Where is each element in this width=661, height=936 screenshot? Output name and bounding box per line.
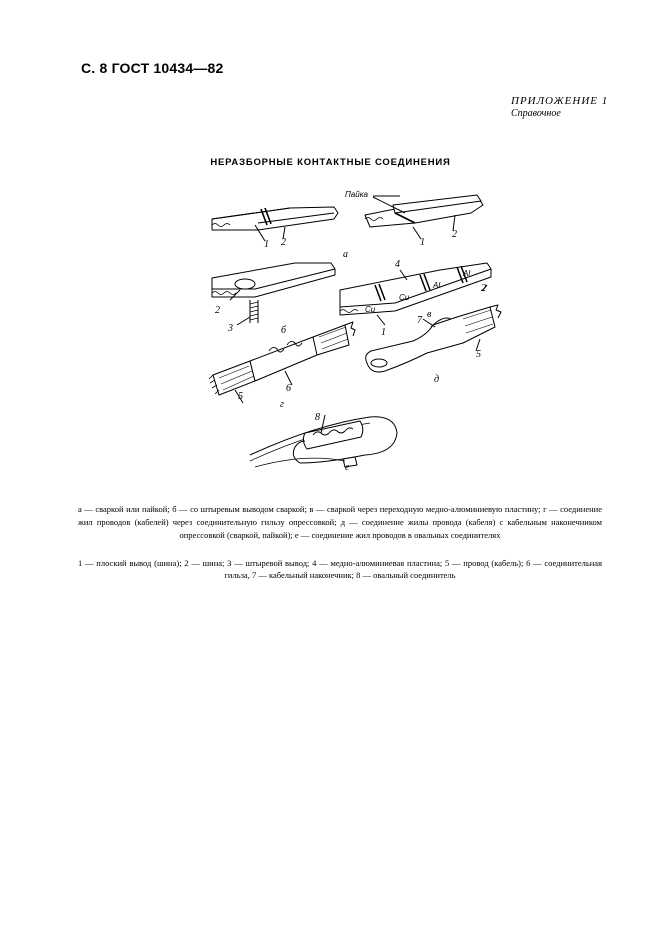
sketch-e-oval-connector — [250, 415, 397, 467]
label-1c: 1 — [381, 327, 386, 338]
label-2a: 2 — [281, 237, 286, 248]
page-header: С. 8 ГОСТ 10434—82 — [81, 60, 224, 76]
label-5b: 5 — [476, 349, 481, 360]
label-2d: 2 — [481, 283, 486, 294]
figure-legend: 1 — плоский вывод (шина); 2 — шина; 3 — штыревой вывод; 4 — медно-алюминиевая пластина; 5 — провод (кабель); 6 — соединительная гильза, 7 — кабельный наконечник; 8 — овальный соединитель — [78, 558, 602, 580]
label-a: а — [343, 249, 348, 260]
label-solder: Пайка — [345, 190, 368, 199]
appendix-subtitle: Справочное — [511, 108, 561, 119]
label-5a: 5 — [238, 391, 243, 402]
sketch-d-cable-lug — [366, 305, 501, 372]
label-g: г — [280, 399, 284, 410]
label-3: 3 — [228, 323, 233, 334]
sketch-a-welded-bars — [212, 207, 338, 241]
label-2b: 2 — [452, 229, 457, 240]
label-7: 7 — [417, 315, 422, 326]
label-al1: Al — [433, 281, 441, 290]
label-1a: 1 — [264, 239, 269, 250]
label-b: б — [281, 325, 287, 336]
appendix-block — [511, 95, 611, 119]
connections-figure — [195, 185, 525, 485]
label-v: в — [427, 309, 432, 320]
label-d: д — [434, 374, 440, 385]
label-cu1: Cu — [365, 305, 376, 314]
label-4: 4 — [395, 259, 400, 270]
label-cu2: Cu — [399, 293, 410, 302]
label-8: 8 — [315, 412, 320, 423]
sketch-a-soldered-bars — [365, 195, 483, 239]
label-e: е — [345, 462, 350, 473]
label-2c: 2 — [215, 305, 220, 316]
connections-drawing — [195, 185, 525, 485]
label-1b: 1 — [420, 237, 425, 248]
section-title: НЕРАЗБОРНЫЕ КОНТАКТНЫЕ СОЕДИНЕНИЯ — [210, 157, 451, 168]
label-al2: Al — [463, 269, 471, 278]
figure-caption: а — сваркой или пайкой; б — со штыревым выводом сваркой; в — сваркой через переходную медно-алюминиевую пластину; г — соединение жил проводов (кабелей) через соединительную гильзу опрессовкой; д — соединение жилы провода (кабеля) с кабельным наконечником опрессовкой (сваркой, пайкой); е — соединение жил проводов в овальных соединителях — [78, 504, 602, 540]
sketch-b-stud-bar — [212, 263, 335, 325]
label-6: 6 — [286, 383, 291, 394]
appendix-title: ПРИЛОЖЕНИЕ 1 — [511, 95, 609, 107]
